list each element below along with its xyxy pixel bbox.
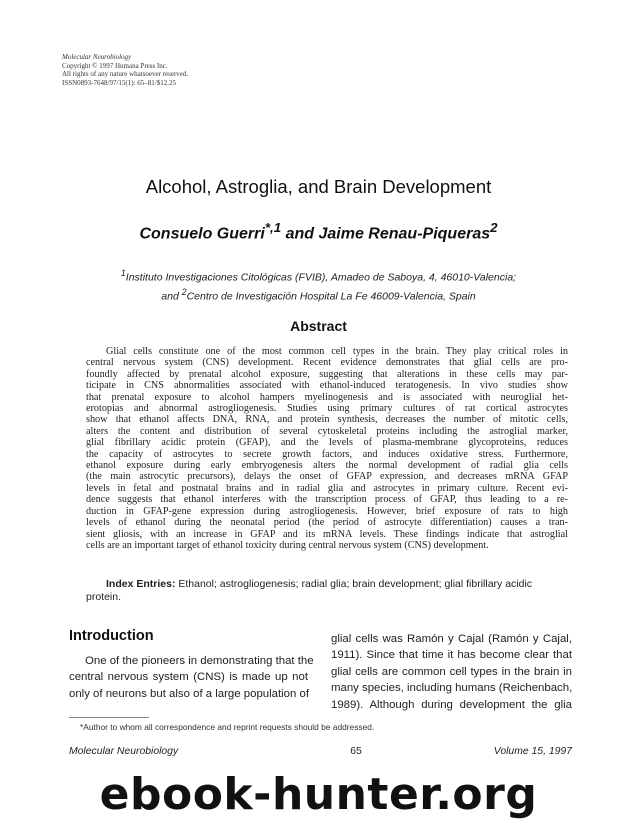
abstract-body <box>86 346 568 551</box>
abstract-line: show that ethanol affects DNA, RNA, and protein synthesis, decreases the number of mitotic cells, <box>86 414 568 426</box>
body-line: glial cells are common cell types in the brain in <box>331 665 572 678</box>
abstract-line: levels in fetal and postnatal brains and in radial glia and astrocytes in primary culture. Recent evi- <box>86 482 568 494</box>
author-2: Jaime Renau-Piqueras <box>318 225 491 243</box>
abstract-line: glial fibrillary acidic protein (GFAP), and the levels of plasma-membrane glycoproteins, reduces <box>86 437 568 449</box>
abstract-line: Glial cells constitute one of the most common cell types in the brain. They play critical roles in <box>106 346 568 357</box>
body-line: glial cells was Ramón y Cajal (Ramón y Cajal, <box>331 633 572 645</box>
body-line: many species, including humans (Reichenbach, <box>331 682 573 695</box>
introduction-heading: Introduction <box>69 628 154 644</box>
abstract-line: alters the content and distribution of several cytoskeletal proteins including the astroglial marker, <box>86 425 568 437</box>
page-footer <box>69 746 572 757</box>
abstract-line: foundly affected by prenatal alcohol exposure, suggesting that alterations in these cells may par- <box>86 368 568 380</box>
footnote: *Author to whom all correspondence and reprint requests should be addressed. <box>80 722 375 732</box>
footer-page-number: 65 <box>350 746 362 757</box>
body-line: One of the pioneers in demonstrating that the <box>85 655 314 667</box>
index-entries-label: Index Entries: <box>106 578 176 590</box>
abstract-line: the capacity of astrocytes to secrete growth factors, and induces oxidative stress. Furthermore, <box>86 448 568 460</box>
index-entries <box>86 578 568 603</box>
abstract-line: ethanol exposure during early embryogenesis alters the normal development of radial glia cells <box>86 460 568 472</box>
author-1-mark: *,1 <box>264 220 282 235</box>
journal-name: Molecular Neurobiology <box>62 53 132 61</box>
index-entries-text: Ethanol; astrogliogenesis; radial glia; brain development; glial fibrillary acidic protein. <box>86 578 533 603</box>
affiliation-1-mark: 1 <box>120 268 126 278</box>
affiliation-1 <box>0 266 637 285</box>
author-line <box>0 220 637 243</box>
paper-title: Alcohol, Astroglia, and Brain Development <box>145 176 492 197</box>
affiliations <box>0 266 637 303</box>
abstract-line: (the main astrocytic precursors), delays the onset of GFAP expression, and decreases mRNA GFAP <box>86 471 568 483</box>
author-2-mark: 2 <box>490 220 498 235</box>
body-line: 1911). Since that time it has become clear that <box>331 649 572 662</box>
affiliation-2-text: Centro de Investigación Hospital La Fe 46009-Valencia, Spain <box>186 290 476 302</box>
abstract-line: central nervous system (CNS) development. Recent evidence demonstrates that glial cells are pro- <box>86 357 568 369</box>
abstract-line: levels of ethanol during the neonatal period (the period of astrocyte differentiation) causes a tran- <box>86 517 568 529</box>
body-line: central nervous system (CNS) is made up not <box>69 671 308 684</box>
footer-volume: Volume 15, 1997 <box>493 746 572 757</box>
author-1: Consuelo Guerri <box>139 225 265 243</box>
issn-line: ISSN0893-7648/97/15(1): 65–81/$12.25 <box>62 78 176 87</box>
watermark: ebook-hunter.org <box>99 769 538 820</box>
body-column-left <box>69 653 314 702</box>
abstract-line: erotopias and abnormal astrogliogenesis. Studies using primary cultures of rat cortical astrocytes <box>86 403 568 415</box>
footnote-divider <box>69 717 149 718</box>
body-line: 1989). Although during development the glia <box>331 698 572 711</box>
abstract-line: that prenatal exposure to alcohol hampers myelinogenesis and is associated with neuroglial het- <box>86 391 568 403</box>
abstract-line: sient gliosis, with an increase in GFAP and its mRNA levels. These findings indicate that astroglial <box>86 528 568 540</box>
abstract-line: cells are an important target of ethanol toxicity during central nervous system (CNS) development. <box>86 539 489 551</box>
abstract-line: ticipate in CNS abnormalities associated with ethanol-induced teratogenesis. In vivo studies show <box>86 380 568 392</box>
footer-journal: Molecular Neurobiology <box>69 746 179 757</box>
journal-header <box>62 53 188 87</box>
author-connector: and <box>281 225 319 243</box>
body-line: only of neurons but also of a large population of <box>69 687 310 700</box>
copyright-line: Copyright © 1997 Humana Press Inc. <box>62 61 168 70</box>
body-column-right <box>331 631 572 713</box>
abstract-line: dence suggests that ethanol interferes with the transcription process of GFAP, thus leading to a re- <box>86 494 568 506</box>
abstract-heading: Abstract <box>290 318 347 334</box>
affiliation-2-mark: 2 <box>181 286 187 297</box>
abstract-line: duction in GFAP-gene expression during astrogliogenesis. However, brief exposure of rats to high <box>86 505 568 517</box>
affiliation-1-text: Instituto Investigaciones Citológicas (FVIB), Amadeo de Saboya, 4, 46010-Valencia; <box>125 271 517 284</box>
affiliation-2-prefix: and <box>161 290 182 302</box>
rights-line: All rights of any nature whatsoever reserved. <box>62 70 189 79</box>
affiliation-2 <box>0 285 637 304</box>
